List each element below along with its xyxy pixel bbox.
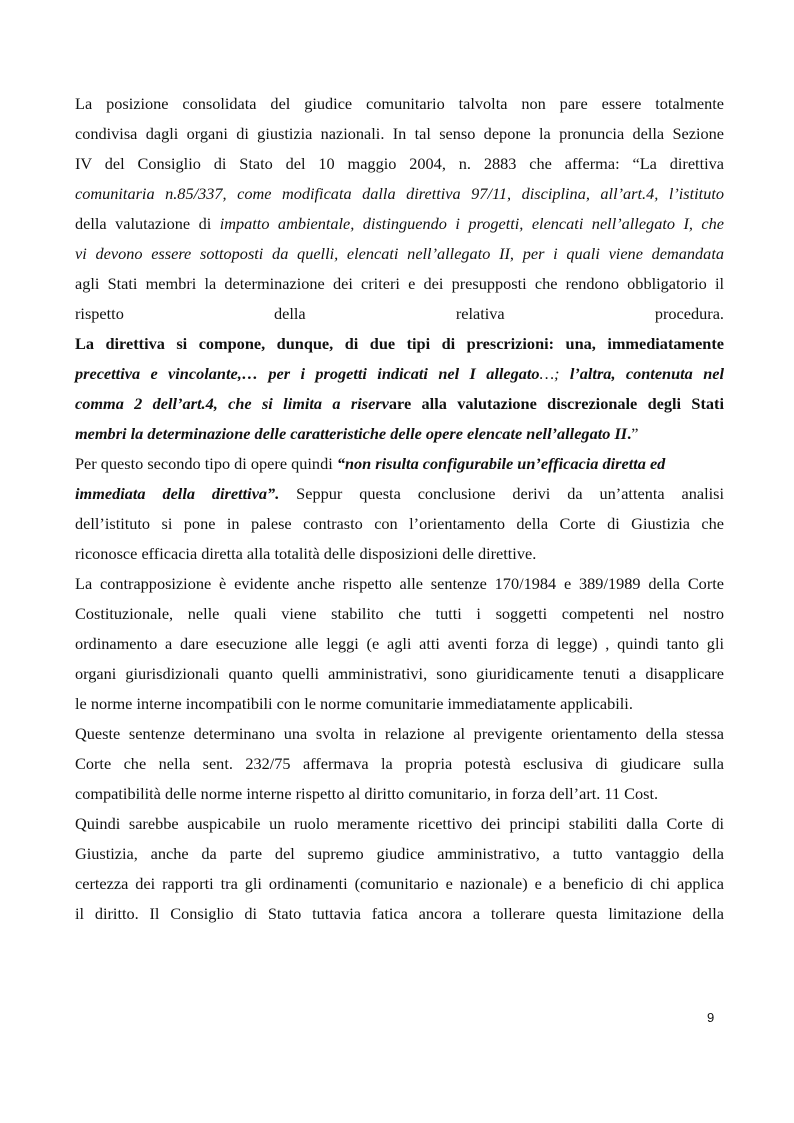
text-run: La contrapposizione è evidente anche rispetto alle sentenze 170/1984 e 389/1989 della Corte: [75, 574, 724, 593]
text-run: La direttiva si compone, dunque, di due tipi di prescrizioni: una, immediatamente: [75, 334, 724, 353]
text-line: [75, 809, 724, 839]
text-run: comma 2 dell’art.4, che si limita a riserv: [75, 394, 389, 413]
text-line: [75, 329, 724, 359]
text-run: comunitaria n.85/337, come modificata dalla direttiva 97/11, disciplina, all’art.4, l’istituto: [75, 184, 724, 203]
text-run: La posizione consolidata del giudice comunitario talvolta non pare essere totalmente: [75, 94, 724, 113]
text-line: [75, 719, 724, 749]
text-run: Giustizia, anche da parte del supremo giudice amministrativo, a tutto vantaggio della: [75, 844, 724, 863]
text-line: [75, 599, 724, 629]
text-line: [75, 869, 724, 899]
text-run: organi giurisdizionali quanto quelli amministrativi, sono giuridicamente tenuti a disapplicare: [75, 664, 724, 683]
text-run: le norme interne incompatibili con le norme comunitarie immediatamente applicabili.: [75, 694, 633, 713]
text-line: [75, 179, 724, 209]
text-run: della valutazione di: [75, 214, 220, 233]
text-line: [75, 539, 724, 569]
body-text: [75, 89, 724, 929]
text-line: [75, 89, 724, 119]
text-run: Seppur questa conclusione derivi da un’attenta analisi: [279, 484, 724, 503]
text-line: [75, 569, 724, 599]
text-line: [75, 209, 724, 239]
text-line: [75, 389, 724, 419]
text-line: [75, 659, 724, 689]
text-line: [75, 269, 724, 299]
text-run: .: [627, 424, 632, 443]
text-run: compatibilità delle norme interne rispetto al diritto comunitario, in forza dell’art. 11 Cost.: [75, 784, 659, 803]
text-run: Corte che nella sent. 232/75 affermava la propria potestà esclusiva di giudicare sulla: [75, 754, 724, 773]
text-run: immediata della direttiva”.: [75, 484, 280, 503]
text-run: il diritto. Il Consiglio di Stato tuttavia fatica ancora a tollerare questa limitazione della: [75, 904, 724, 923]
text-run: vi devono essere sottoposti da quelli, elencati nell’allegato II, per i quali viene demandata: [75, 244, 724, 263]
text-line: [75, 419, 724, 449]
text-line: [75, 239, 724, 269]
text-line: [75, 629, 724, 659]
text-run: ”: [631, 424, 639, 443]
page-number: 9: [707, 1010, 715, 1025]
text-line: [75, 749, 724, 779]
text-run: condivisa dagli organi di giustizia nazionali. In tal senso depone la pronuncia della Sezione: [75, 124, 724, 143]
text-run: membri la determinazione delle caratteristiche delle opere elencate nell’allegato II: [75, 424, 628, 443]
text-line: [75, 899, 724, 929]
text-run: ordinamento a dare esecuzione alle leggi (e agli atti aventi forza di legge) , quindi tanto gli: [75, 634, 724, 653]
text-run: l’altra, contenuta nel: [569, 364, 724, 383]
text-run: precettiva e vincolante,… per i progetti indicati nel I allegato: [75, 364, 540, 383]
text-line: [75, 689, 724, 719]
text-run: rispetto della relativa procedura.: [75, 304, 724, 323]
text-line: [75, 359, 724, 389]
text-run: are alla valutazione discrezionale degli Stati: [388, 394, 724, 413]
text-line: [75, 509, 724, 539]
text-run: impatto ambientale, distinguendo i progetti, elencati nell’allegato I, che: [219, 214, 724, 233]
text-run: Costituzionale, nelle quali viene stabilito che tutti i soggetti competenti nel nostro: [75, 604, 724, 623]
text-run: agli Stati membri la determinazione dei criteri e dei presupposti che rendono obbligatorio il: [75, 274, 724, 293]
text-line: [75, 779, 724, 809]
text-run: Per questo secondo tipo di opere quindi: [75, 454, 337, 473]
text-run: IV del Consiglio di Stato del 10 maggio 2004, n. 2883 che afferma: “La direttiva: [75, 154, 724, 173]
text-line: [75, 479, 724, 509]
text-line: [75, 299, 724, 329]
text-run: “non risulta configurabile un’efficacia diretta ed: [336, 454, 666, 473]
text-run: …;: [539, 364, 570, 383]
text-run: Queste sentenze determinano una svolta in relazione al previgente orientamento della stessa: [75, 724, 724, 743]
text-line: [75, 449, 724, 479]
text-line: [75, 149, 724, 179]
text-run: dell’istituto si pone in palese contrasto con l’orientamento della Corte di Giustizia che: [75, 514, 724, 533]
text-line: [75, 839, 724, 869]
text-run: riconosce efficacia diretta alla totalità delle disposizioni delle direttive.: [75, 544, 537, 563]
text-line: [75, 119, 724, 149]
text-run: Quindi sarebbe auspicabile un ruolo meramente ricettivo dei principi stabiliti dalla Corte di: [75, 814, 724, 833]
text-run: certezza dei rapporti tra gli ordinamenti (comunitario e nazionale) e a beneficio di chi applica: [75, 874, 724, 893]
